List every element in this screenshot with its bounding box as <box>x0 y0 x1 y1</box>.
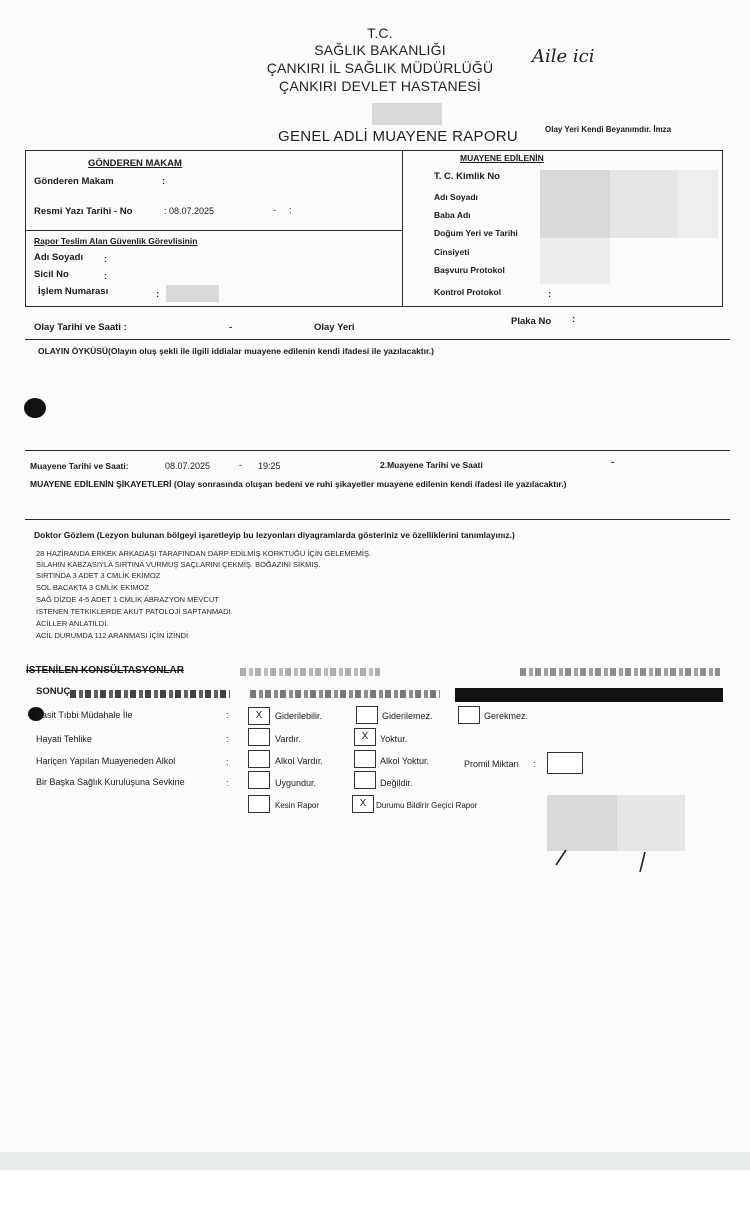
complaints-label: MUAYENE EDİLENİN ŞİKAYETLERİ (Olay sonrasında oluşan bedeni ve ruhi şikayetler muayene edilenin kendi ifadesi ile yazılacaktır.) <box>30 479 567 489</box>
handwritten-note: Aile ici <box>532 46 595 67</box>
patient-kontrol-colon: : <box>548 289 552 300</box>
officer-name-colon: : <box>104 254 108 265</box>
incident-plate-colon: : <box>572 314 576 325</box>
patient-kontrol-label: Kontrol Protokol <box>434 287 502 297</box>
exam-second-label: 2.Muayene Tarihi ve Saati <box>380 460 483 470</box>
option-label: Alkol Vardır. <box>275 756 323 766</box>
history-label: OLAYIN ÖYKÜSÜ(Olayın oluş şekli ile ilgili iddialar muayene edilenin kendi ifadesi ile yazılacaktır.) <box>38 346 435 356</box>
header-hospital: ÇANKIRI DEVLET HASTANESİ <box>279 78 481 94</box>
checkbox-gecici-rapor[interactable]: X <box>352 795 374 813</box>
header-directorate: ÇANKIRI İL SAĞLIK MÜDÜRLÜĞÜ <box>266 60 494 76</box>
sender-makam-colon: : <box>162 176 166 187</box>
option-label: Gerekmez. <box>484 711 529 721</box>
exam-second-dash: - <box>611 457 615 468</box>
checkbox-yoktur[interactable]: X <box>354 728 376 746</box>
consultations-label: İSTENİLEN KONSÜLTASYONLAR <box>26 665 184 676</box>
exam-date-value: 08.07.2025 <box>165 461 211 471</box>
patient-heading: MUAYENE EDİLENİN <box>460 153 544 163</box>
result-row-colon: : <box>226 757 229 767</box>
result-row-label: Basit Tıbbi Müdahale İle <box>36 710 133 720</box>
header-tc: T.C. <box>367 25 393 41</box>
patient-tc-label: T. C. Kimlik No <box>434 171 500 182</box>
officer-heading: Rapor Teslim Alan Güvenlik Görevlisinin <box>34 236 198 246</box>
observation-line: ACİL DURUMDA 112 ARANMASI İÇİN İZİNDİ <box>36 631 189 640</box>
result-row-colon: : <box>226 734 229 744</box>
promil-label: Promil Miktarı <box>464 759 520 769</box>
header-ministry: SAĞLIK BAKANLIĞI <box>314 42 446 58</box>
islem-label: İşlem Numarası <box>38 286 109 297</box>
observation-line: SİLAHIN KABZASIYLA SIRTINA VURMUŞ SAÇLARINI ÇEKMİŞ. BOĞAZINI SIKMIŞ. <box>36 560 321 569</box>
observation-line: SIRTINDA 3 ADET 3 CMLİK EKİMOZ <box>36 571 161 580</box>
patient-father-label: Baba Adı <box>434 210 471 220</box>
report-title: GENEL ADLİ MUAYENE RAPORU <box>278 128 519 145</box>
patient-name-label: Adı Soyadı <box>434 192 478 202</box>
officer-sicil-label: Sicil No <box>34 269 69 280</box>
option-label: Kesin Rapor <box>275 801 320 810</box>
result-row-label: Hariçen Yapılan Muayeneden Alkol <box>36 756 176 766</box>
letter-date-label: Resmi Yazı Tarihi - No <box>34 206 133 217</box>
letter-dash: - <box>273 205 276 215</box>
option-label: Giderilebilir. <box>275 711 323 721</box>
observation-line: SAĞ DİZDE 4-5 ADET 1 CMLİK ABRAZYON MEVCUT <box>36 595 219 604</box>
exam-date-label: Muayene Tarihi ve Saati: <box>30 461 129 471</box>
letter-colon: : <box>289 205 292 215</box>
option-label: Alkol Yoktur. <box>380 756 430 766</box>
result-row-colon: : <box>226 778 229 788</box>
exam-time-value: 19:25 <box>258 461 281 471</box>
sender-makam-label: Gönderen Makam <box>34 176 114 187</box>
promil-colon: : <box>533 759 536 769</box>
patient-basvuru-label: Başvuru Protokol <box>434 265 505 275</box>
observation-line: SOL BACAKTA 3 CMLİK EKİMOZ <box>36 583 149 592</box>
officer-name-label: Adı Soyadı <box>34 252 84 263</box>
officer-sicil-colon: : <box>104 271 108 282</box>
doctor-observation-label: Doktor Gözlem (Lezyon bulunan bölgeyi işaretleyip bu lezyonları diyagramlarda gösteriniz ve özelliklerini tanımlayınız.) <box>34 530 515 540</box>
option-label: Durumu Bildirir Geçici Rapor <box>376 801 478 810</box>
option-label: Yoktur. <box>380 734 408 744</box>
option-label: Giderilemez. <box>382 711 433 721</box>
patient-birth-label: Doğum Yeri ve Tarihi <box>434 228 518 238</box>
letter-date-value: : 08.07.2025 <box>164 206 215 216</box>
result-row-label: Hayati Tehlike <box>36 734 92 744</box>
incident-date-dash: - <box>229 322 233 333</box>
sender-heading: GÖNDEREN MAKAM <box>88 158 182 169</box>
islem-colon: : <box>156 289 160 300</box>
observation-line: İSTENEN TETKİKLERDE AKUT PATOLOJİ SAPTANMADI. <box>36 607 233 616</box>
incident-date-label: Olay Tarihi ve Saati : <box>34 322 127 333</box>
observation-line: 28 HAZİRANDA ERKEK ARKADAŞI TARAFINDAN DARP EDİLMİŞ KORKTUĞU İÇİN GELEMEMİŞ. <box>36 549 372 558</box>
option-label: Uygundur. <box>275 778 317 788</box>
checkbox-giderilebilir[interactable]: X <box>248 707 270 725</box>
option-label: Vardır. <box>275 734 301 744</box>
option-label: Değildir. <box>380 778 413 788</box>
result-row-label: Bir Başka Sağlık Kuruluşuna Sevkine <box>36 777 185 787</box>
incident-place-label: Olay Yeri <box>314 322 355 333</box>
result-row-colon: : <box>226 710 229 720</box>
result-label: SONUÇ <box>36 686 71 697</box>
patient-sex-label: Cinsiyeti <box>434 247 470 257</box>
page-footer-strip <box>0 1152 750 1170</box>
incident-plate-label: Plaka No <box>511 316 552 327</box>
exam-date-dash: - <box>239 460 242 470</box>
observation-line: ACİLLER ANLATILDI. <box>36 619 109 628</box>
signature-note: Olay Yeri Kendi Beyanımdır. İmza <box>545 125 672 134</box>
